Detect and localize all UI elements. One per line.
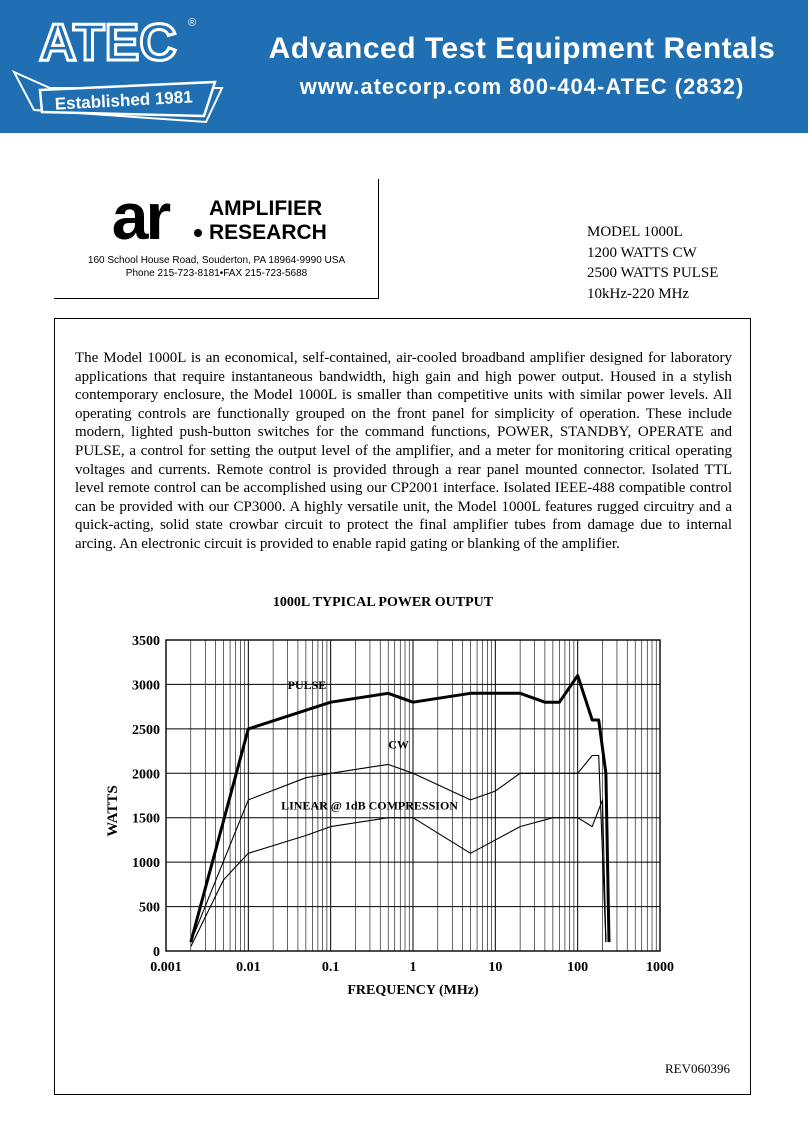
x-tick-label: 100 bbox=[567, 960, 589, 975]
x-axis-ticks bbox=[150, 960, 674, 975]
x-tick-label: 0.1 bbox=[321, 960, 340, 975]
established-text: Established 1981 bbox=[54, 87, 194, 114]
model-frequency-range: 10kHz-220 MHz bbox=[587, 285, 690, 302]
x-tick-label: 1000 bbox=[646, 960, 674, 975]
model-pulse-power: 2500 WATTS PULSE bbox=[587, 265, 719, 281]
revision-code: REV060396 bbox=[665, 1061, 730, 1076]
x-tick-label: 0.01 bbox=[236, 960, 261, 975]
y-tick-label: 3000 bbox=[132, 678, 160, 694]
company-phone: Phone 215-723-8181•FAX 215-723-5688 bbox=[125, 268, 308, 279]
series-label: CW bbox=[388, 737, 409, 752]
company-box bbox=[54, 179, 379, 299]
series-label: PULSE bbox=[287, 677, 327, 692]
x-axis-label: FREQUENCY (MHz) bbox=[347, 983, 479, 998]
y-tick-label: 2000 bbox=[132, 767, 160, 783]
x-tick-label: 10 bbox=[488, 960, 503, 975]
model-cw-power: 1200 WATTS CW bbox=[587, 244, 697, 261]
chart-grid bbox=[166, 640, 660, 951]
y-tick-label: 1500 bbox=[132, 811, 160, 827]
series-line-linear-1db-compression bbox=[191, 800, 606, 947]
power-output-chart bbox=[55, 587, 749, 1027]
header-banner bbox=[0, 0, 808, 133]
model-name: MODEL 1000L bbox=[587, 224, 683, 240]
series-label: LINEAR @ 1dB COMPRESSION bbox=[281, 798, 458, 813]
y-tick-label: 0 bbox=[153, 945, 160, 960]
y-axis-label: WATTS bbox=[105, 785, 121, 837]
atec-logo bbox=[10, 10, 240, 125]
company-name-line1: AMPLIFIER bbox=[209, 197, 323, 220]
amplifier-research-logo bbox=[82, 187, 362, 253]
product-description: The Model 1000L is an economical, self-contained, air-cooled broadband amplifier designed for laboratory applications that require instantaneous bandwidth, high gain and high power output. Housed in a stylish contemporary enclosure, the Model 1000L is smaller than competitive units with similar power levels. All operating controls are functionally grouped on the front panel for simplicity of operation. These include modern, lighted push-button switches for the command functions, POWER, STANDBY, OPERATE and PULSE, a control for setting the output level of the amplifier, and a meter for monitoring critical operating voltages and currents. Remote control is provided through a rear panel mounted connector. Isolated TTL level remote control can be accomplished using our CP2001 interface. Isolated IEEE-488 compatible control can be provided with our CP3000. A highly versatile unit, the Model 1000L features rugged circuitry and a quick-acting, solid state crowbar circuit to protect the final amplifier tubes from damage due to internal arcing. An electronic circuit is provided to enable rapid gating or blanking of the amplifier. bbox=[75, 350, 732, 552]
ar-logo-mark: ar bbox=[111, 187, 169, 253]
series-line-cw bbox=[191, 756, 606, 943]
atec-logo-text: ATEC bbox=[39, 14, 177, 72]
banner-title: Advanced Test Equipment Rentals bbox=[268, 32, 776, 65]
y-tick-label: 1000 bbox=[132, 856, 160, 872]
x-tick-label: 1 bbox=[409, 960, 417, 975]
y-tick-label: 500 bbox=[139, 900, 160, 916]
y-axis-ticks bbox=[132, 634, 160, 960]
y-tick-label: 3500 bbox=[132, 634, 160, 649]
company-address: 160 School House Road, Souderton, PA 18964-9990 USA bbox=[87, 255, 346, 266]
company-name-line2: RESEARCH bbox=[209, 221, 327, 244]
main-content-box bbox=[54, 318, 751, 1095]
model-info bbox=[587, 222, 718, 304]
y-tick-label: 2500 bbox=[132, 722, 160, 738]
registered-mark: ® bbox=[188, 17, 197, 29]
chart-title: 1000L TYPICAL POWER OUTPUT bbox=[272, 595, 494, 610]
banner-subtitle: www.atecorp.com 800-404-ATEC (2832) bbox=[299, 74, 745, 99]
x-tick-label: 0.001 bbox=[150, 960, 182, 975]
ar-logo-dot bbox=[194, 229, 202, 237]
